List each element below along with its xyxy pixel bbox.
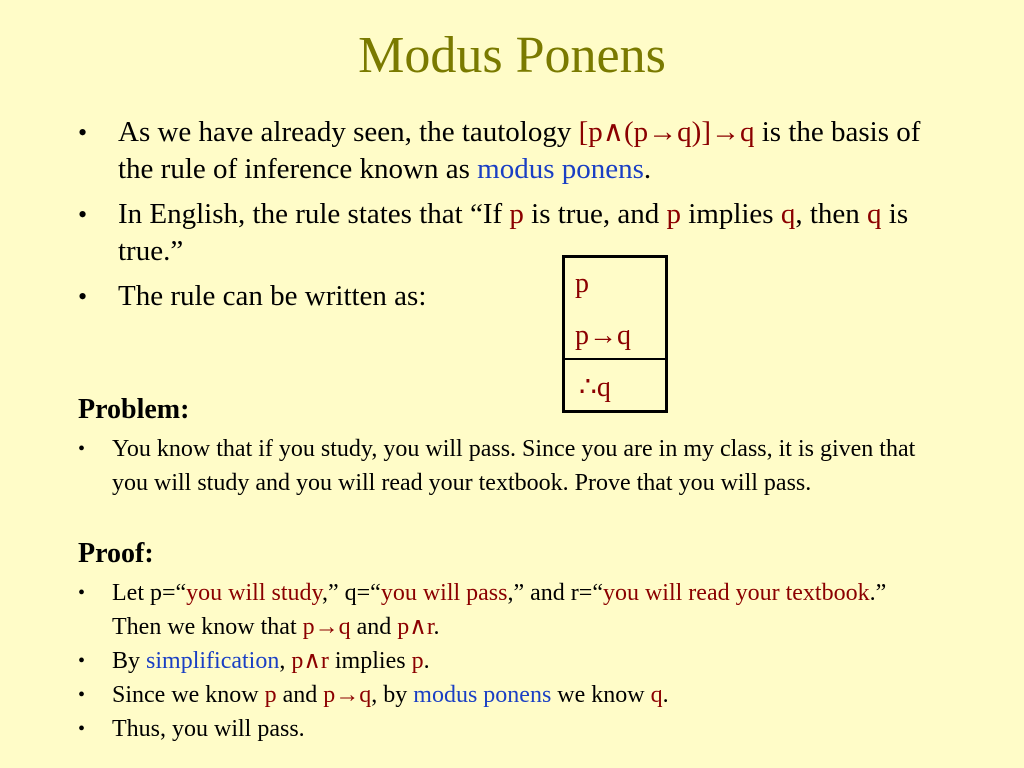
list-item: • You know that if you study, you will pass. Since you are in my class, it is given that you will study and you will read your textbook. Prove that you will pass. (78, 432, 938, 500)
list-item (78, 678, 938, 712)
list-item (78, 712, 938, 746)
proposition-p-text: you will study (186, 580, 322, 606)
bullet-text: Since we know (112, 682, 265, 708)
bullet-text: . (643, 153, 652, 185)
variable-p: p (509, 198, 524, 230)
bullet-text: and (276, 682, 324, 708)
bullet-text: The rule can be written as: (118, 280, 427, 312)
formula: p∧r (397, 614, 434, 640)
proposition-r-text: you will read your textbook (602, 580, 870, 606)
bullet-text: Thus, you will pass. (112, 716, 305, 742)
bullet-text: ,” q=“ (321, 580, 381, 606)
formula: p∧r (291, 648, 329, 674)
bullet-text: . (662, 682, 669, 708)
bullet-text: and (350, 614, 398, 640)
formula: p→q (323, 682, 372, 708)
bullet-text: , then (795, 198, 868, 230)
bullet-text: In English, the rule states that “If (118, 198, 510, 230)
bullet-text: ,” and r=“ (507, 580, 603, 606)
tautology-formula: [p∧(p→q)]→q (578, 116, 755, 148)
list-item (78, 644, 938, 678)
proof-bullet-list (78, 576, 938, 746)
modus-ponens-term: modus ponens (413, 682, 552, 708)
bullet-text: implies (328, 648, 412, 674)
bullet-text: , (279, 648, 292, 674)
simplification-term: simplification (146, 648, 280, 674)
bullet-text: implies (680, 198, 781, 230)
list-item (78, 576, 938, 644)
premise-line: p (575, 268, 589, 299)
list-item (78, 278, 948, 315)
variable-q: q (650, 682, 663, 708)
bullet-text: is the basis of the rule of inference known as (118, 116, 921, 185)
bullet-text: .” Then we know that (112, 580, 887, 640)
variable-p: p (411, 648, 424, 674)
modus-ponens-term: modus ponens (477, 153, 644, 185)
bullet-text: . (433, 614, 440, 640)
bullet-text: we know (551, 682, 651, 708)
problem-heading: Problem: (78, 394, 190, 425)
bullet-text: is true, and (523, 198, 667, 230)
proof-heading: Proof: (78, 538, 154, 569)
variable-q: q (780, 198, 796, 230)
variable-p: p (666, 198, 681, 230)
bullet-text: is true.” (118, 198, 909, 267)
proposition-q-text: you will pass (380, 580, 508, 606)
divider (565, 358, 665, 360)
conclusion-line: ∴q (579, 372, 611, 403)
bullet-text: , by (371, 682, 414, 708)
inference-rule-box (562, 255, 668, 413)
formula: p→q (302, 614, 351, 640)
variable-q: q (867, 198, 882, 230)
variable-p: p (264, 682, 277, 708)
intro-bullet-list (78, 114, 948, 323)
bullet-text: . (423, 648, 430, 674)
list-item (78, 196, 948, 270)
page-title: Modus Ponens (358, 27, 666, 84)
problem-bullet-list (78, 432, 938, 500)
bullet-text: As we have already seen, the tautology (118, 116, 579, 148)
premise-line: p→q (575, 320, 631, 351)
bullet-text: By (112, 648, 147, 674)
bullet-text: Let p=“ (112, 580, 187, 606)
list-item (78, 114, 948, 188)
